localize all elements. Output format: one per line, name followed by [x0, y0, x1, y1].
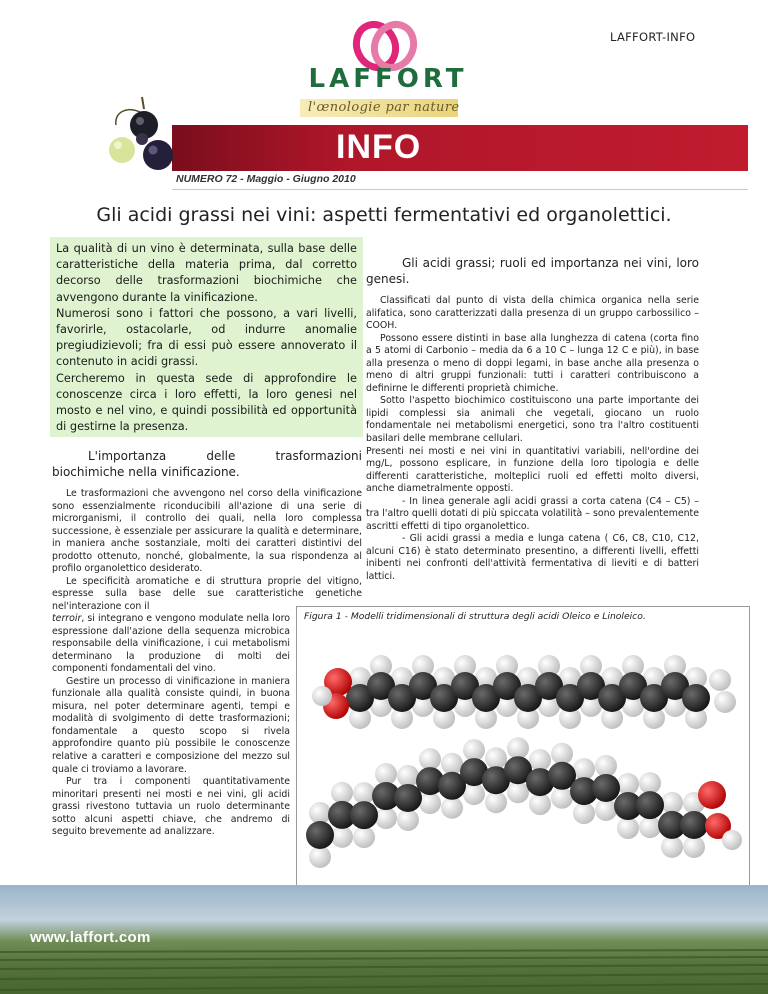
body-paragraph: Pur tra i componenti quantitativamente minoritari presenti nei mosti e nei vini, gli acidi grassi rivestono tuttavia un ruolo determinante sotto alcuni aspetti chiave, che andremo di seguito brevemente ad analizzare. — [52, 776, 290, 838]
hydrogen-atom — [441, 753, 463, 775]
right-column — [366, 255, 699, 584]
hydrogen-atom — [331, 826, 353, 848]
body-paragraph: Sotto l'aspetto biochimico costituiscono una parte importante dei lipidi complessi sia animali che vegetali, giocano un ruolo fondamentale nei metabolismi energetici, sono tra l'altro costituenti basilari delle membrane cellulari. — [366, 395, 699, 445]
hydrogen-atom — [353, 782, 375, 804]
intro-paragraph: Cercheremo in questa sede di approfondire le conoscenze circa i loro effetti, la loro genesi nel mosto e nel vino, e quindi possibilità ed opportunità di gestirne la presenza. — [56, 371, 357, 434]
hydrogen-atom — [595, 799, 617, 821]
hydrogen-atom — [573, 758, 595, 780]
hydrogen-atom — [309, 846, 331, 868]
right-section-heading: Gli acidi grassi; ruoli ed importanza nei vini, loro genesi. — [366, 256, 699, 286]
issue-number: NUMERO 72 - Maggio - Giugno 2010 — [176, 173, 356, 185]
carbon-atom — [682, 684, 710, 712]
carbon-atom — [636, 791, 664, 819]
intro-box — [50, 237, 363, 437]
oxygen-atom — [698, 781, 726, 809]
body-paragraph: Possono essere distinti in base alla lunghezza di catena (corta fino a 5 atomi di Carbonio – media da 6 a 10 C – lunga 12 C e più), in base alla presenza o meno di doppi legami, in base anche alla presenza o meno di altri gruppi funzionali: tutti i caratteri contribuiscono a definirne le differenti proprietà chimiche. — [366, 332, 699, 394]
carbon-atom — [350, 801, 378, 829]
figure-caption: Figura 1 - Modelli tridimensionali di struttura degli acidi Oleico e Linoleico. — [304, 611, 646, 622]
footer-url[interactable]: www.laffort.com — [30, 929, 151, 946]
grapes-illustration — [96, 95, 186, 195]
carbon-atom — [592, 774, 620, 802]
hydrogen-atom — [529, 749, 551, 771]
hydrogen-atom — [353, 826, 375, 848]
body-paragraph: - Gli acidi grassi a media e lunga catena ( C6, C8, C10, C12, alcuni C16) è stato determinato presentino, a differenti livelli, effetti inibenti nei confronti dell'attività fermentativa di lieviti e di batteri lattici. — [366, 533, 699, 583]
hydrogen-atom — [529, 793, 551, 815]
intro-paragraph: La qualità di un vino è determinata, sulla base delle caratteristiche della materia prima, dal corretto decorso delle trasformazioni biochimiche che avvengono durante la vinificazione. — [56, 242, 357, 304]
info-banner — [172, 125, 748, 171]
hydrogen-atom — [463, 739, 485, 761]
body-paragraph — [52, 613, 290, 676]
body-paragraph: Gestire un processo di vinificazione in maniera funzionale alla qualità consiste quindi, in buona misura, nel poter determinare agenti, tempi e modalità di svolgimento di dette trasformazioni; fondamentale a questo scopo si rivela approfondire quanto più possibile le conoscenze relative a caratteri e composizione del mezzo sul quale ci troviamo a lavorare. — [52, 675, 290, 775]
hydrogen-atom — [419, 748, 441, 770]
hydrogen-atom — [441, 797, 463, 819]
hydrogen-atom — [683, 836, 705, 858]
carbon-atom — [680, 811, 708, 839]
banner-title: INFO — [336, 128, 422, 166]
hydrogen-atom — [639, 816, 661, 838]
hydrogen-atom — [722, 830, 742, 850]
brand-tagline: l'œnologie par nature — [308, 100, 460, 115]
hydrogen-atom — [485, 791, 507, 813]
body-text: Le specificità aromatiche e di struttura proprie del vitigno, espresse sulla base delle sue caratteristiche genetiche nel'interazione con il — [52, 575, 362, 612]
body-paragraph: Presenti nei mosti e nei vini in quantitativi variabili, nell'ordine dei mg/L, possono esplicare, in funzione della loro tipologia e delle differenti caratteristiche, molteplici ruoli ed effetti molto diversi, anche diametralmente opposti. — [366, 445, 699, 495]
hydrogen-atom — [312, 686, 332, 706]
article-title: Gli acidi grassi nei vini: aspetti fermentativi ed organolettici. — [96, 204, 672, 226]
carbon-atom — [306, 821, 334, 849]
hydrogen-atom — [551, 787, 573, 809]
hydrogen-atom — [485, 747, 507, 769]
hydrogen-atom — [714, 691, 736, 713]
body-emphasis: terroir — [52, 613, 82, 624]
body-paragraph: Le trasformazioni che avvengono nel corso della vinificazione sono essenzialmente riconducibili all'azione di una serie di microrganismi, il controllo dei quali, nella loro complessa successione, è essenziale per assicurare la qualità e determinare, in maniera anche sostanziale, molti dei caratteri distintivi del prodotto ottenuto, nonché, globalmente, la sua rispondenza al profilo organolettico desiderato. — [52, 488, 362, 575]
hydrogen-atom — [331, 782, 353, 804]
hydrogen-atom — [463, 783, 485, 805]
brand-name: LAFFORT — [308, 64, 468, 94]
vineyard-photo — [0, 948, 768, 994]
hydrogen-atom — [419, 792, 441, 814]
hydrogen-atom — [709, 669, 731, 691]
hydrogen-atom — [661, 792, 683, 814]
intro-paragraph: Numerosi sono i fattori che possono, a vari livelli, favorirle, ostacolarle, od indurre anomalie pregiudizievoli; fra di essi può essere annoverato il contenuto in acidi grassi. — [56, 306, 357, 369]
hydrogen-atom — [375, 807, 397, 829]
hydrogen-atom — [375, 763, 397, 785]
hydrogen-atom — [617, 773, 639, 795]
left-section-heading: L'importanza delle trasformazioni biochimiche nella vinificazione. — [52, 449, 362, 479]
carbon-atom — [394, 784, 422, 812]
hydrogen-atom — [507, 781, 529, 803]
hydrogen-atom — [639, 772, 661, 794]
hydrogen-atom — [617, 817, 639, 839]
hydrogen-atom — [397, 809, 419, 831]
hydrogen-atom — [309, 802, 331, 824]
hydrogen-atom — [661, 836, 683, 858]
hydrogen-atom — [507, 737, 529, 759]
molecule-model — [300, 630, 746, 880]
hydrogen-atom — [573, 802, 595, 824]
body-paragraph: - In linea generale agli acidi grassi a corta catena (C4 – C5) – tra l'altro quelli dotati di più spiccata volatilità – sono prevalentemente ascritti effetti di tipo organolettico. — [366, 495, 699, 532]
hydrogen-atom — [551, 743, 573, 765]
hydrogen-atom — [397, 765, 419, 787]
body-paragraph: Classificati dal punto di vista della chimica organica nella serie alifatica, sono caratterizzati dalla presenza di un gruppo carbossilico –COOH. — [366, 295, 699, 332]
body-text: , si integrano e vengono modulate nella loro espressione dall'azione della sequenza microbica responsabile della vinificazione, i cui metabolismi determinano la produzione di molti dei componenti fondamentali del vino. — [52, 613, 290, 675]
left-column-upper — [52, 448, 362, 613]
hydrogen-atom — [595, 755, 617, 777]
left-column-lower — [52, 613, 290, 839]
header-tag: LAFFORT-INFO — [610, 30, 696, 44]
